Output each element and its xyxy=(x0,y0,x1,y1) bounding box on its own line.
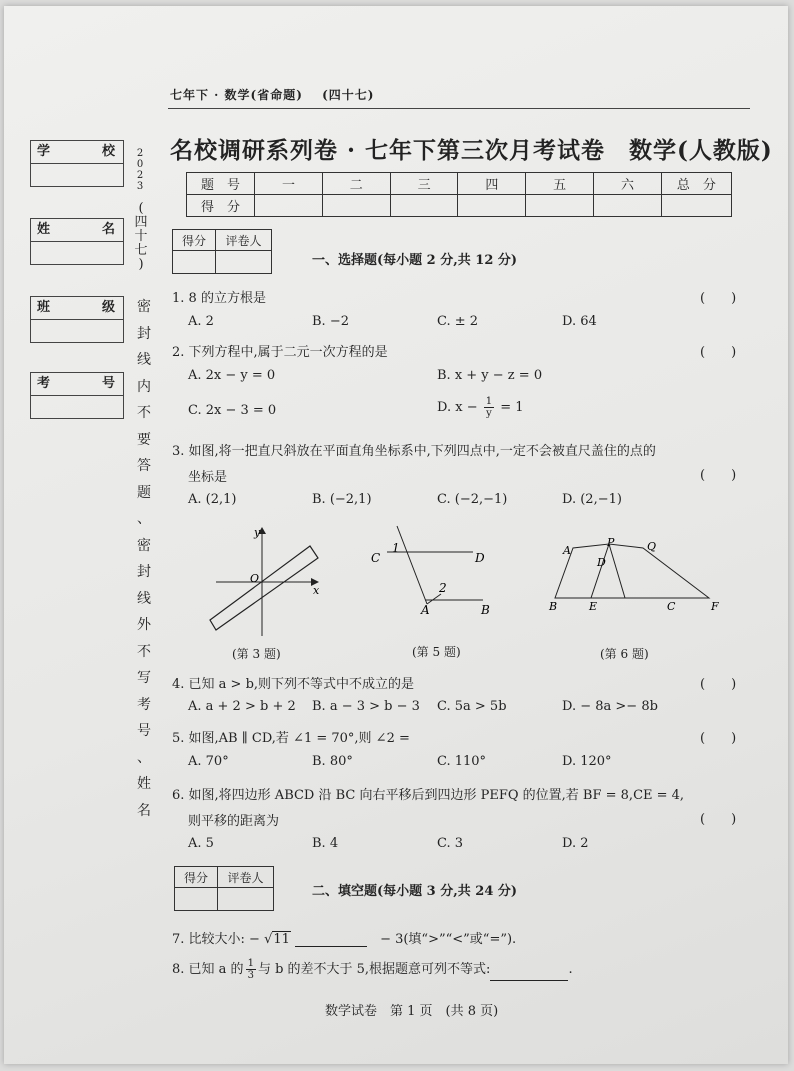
answer-paren-3[interactable]: ( ) xyxy=(700,468,737,483)
point-d: D xyxy=(597,556,606,569)
q6-option-a: A. 5 xyxy=(188,836,214,851)
grader-reviewer-label: 评卷人 xyxy=(218,867,274,888)
q1-option-a: A. 2 xyxy=(188,314,214,329)
point-b: B xyxy=(549,600,558,613)
x-axis-label: x xyxy=(313,584,320,597)
score-table-score-row xyxy=(187,195,732,217)
question-4: 4. 已知 a > b,则下列不等式中不成立的是 xyxy=(172,677,415,692)
grader-reviewer-input[interactable] xyxy=(218,888,274,911)
fraction-denominator: y xyxy=(486,408,492,419)
score-cell: 题 号 xyxy=(187,173,255,195)
field-label: 姓 xyxy=(37,222,51,237)
q4-option-a: A. a + 2 > b + 2 xyxy=(188,699,296,714)
score-input-cell[interactable] xyxy=(594,195,662,217)
q5-option-c: C. 110° xyxy=(437,754,487,769)
class-input[interactable] xyxy=(31,320,123,342)
series-label: 七年下 · 数学(省命题) xyxy=(170,88,303,102)
point-d: D xyxy=(475,551,485,565)
score-cell: 一 xyxy=(255,173,323,195)
y-axis-label: y xyxy=(254,526,261,539)
q3-option-d: D. (2,−1) xyxy=(562,492,622,507)
point-a: A xyxy=(421,603,430,617)
score-input-cell[interactable] xyxy=(390,195,458,217)
q4-option-c: C. 5a > 5b xyxy=(437,699,507,714)
q7-answer-blank[interactable] xyxy=(295,946,367,947)
q2-d-fraction xyxy=(484,396,494,419)
figure-5-caption: (第 5 题) xyxy=(412,645,461,659)
code-vertical: ( 四 十 七 ) xyxy=(134,201,148,272)
q2-d-pre: D. x − xyxy=(437,400,482,415)
score-cell: 六 xyxy=(594,173,662,195)
score-cell: 二 xyxy=(322,173,390,195)
answer-paren-4[interactable]: ( ) xyxy=(700,677,737,692)
field-label: 号 xyxy=(101,376,115,391)
grader-score-input[interactable] xyxy=(175,888,218,911)
question-2: 2. 下列方程中,属于二元一次方程的是 xyxy=(172,345,388,360)
q5-option-b: B. 80° xyxy=(312,754,353,769)
year-vertical: 2 0 2 3 xyxy=(136,148,144,192)
q7-post: − 3(填“>”“<”或“=”). xyxy=(367,932,517,947)
q5-option-a: A. 70° xyxy=(188,754,229,769)
q4-option-b: B. a − 3 > b − 3 xyxy=(312,699,420,714)
question-8 xyxy=(172,958,573,981)
score-input-cell[interactable] xyxy=(458,195,526,217)
section1-title: 一、选择题(每小题 2 分,共 12 分) xyxy=(312,253,518,268)
figure-3-caption: (第 3 题) xyxy=(232,647,281,661)
fraction-numerator: 1 xyxy=(247,958,254,969)
score-cell: 五 xyxy=(526,173,594,195)
field-label: 考 xyxy=(37,376,51,391)
score-input-cell[interactable] xyxy=(322,195,390,217)
grader-reviewer-label: 评卷人 xyxy=(216,230,272,251)
angle-1: 1 xyxy=(392,541,400,555)
name-field xyxy=(30,218,124,265)
answer-paren-6[interactable]: ( ) xyxy=(700,812,737,827)
score-cell: 四 xyxy=(458,173,526,195)
q8-fraction xyxy=(246,958,256,981)
q8-post: . xyxy=(568,962,573,977)
angle-2: 2 xyxy=(439,581,447,595)
figure-6 xyxy=(543,536,723,616)
point-e: E xyxy=(589,600,598,613)
grader-box-1 xyxy=(172,229,272,274)
q6-option-b: B. 4 xyxy=(312,836,339,851)
school-input[interactable] xyxy=(31,164,123,186)
q2-option-d xyxy=(437,396,524,419)
score-input-cell[interactable] xyxy=(526,195,594,217)
point-b: B xyxy=(481,603,490,617)
score-cell: 得 分 xyxy=(187,195,255,217)
grader-box-2 xyxy=(174,866,274,911)
point-c: C xyxy=(371,551,381,565)
score-table-header-row xyxy=(187,173,732,195)
point-a: A xyxy=(563,544,571,557)
score-cell: 三 xyxy=(390,173,458,195)
q6-option-d: D. 2 xyxy=(562,836,589,851)
grader-reviewer-input[interactable] xyxy=(216,251,272,274)
section2-title: 二、填空题(每小题 3 分,共 24 分) xyxy=(312,884,518,899)
origin-label: O xyxy=(250,572,260,585)
page-title: 名校调研系列卷 · 七年下第三次月考试卷 数学(人教版) xyxy=(170,137,773,164)
sqrt-icon: √ xyxy=(264,932,273,947)
q3-option-c: C. (−2,−1) xyxy=(437,492,508,507)
question-5: 5. 如图,AB ∥ CD,若 ∠1 = 70°,则 ∠2 = xyxy=(172,731,410,746)
page-footer: 数学试卷 第 1 页 (共 8 页) xyxy=(325,1004,499,1019)
question-6-cont: 则平移的距离为 xyxy=(188,814,280,829)
point-p: P xyxy=(607,536,615,549)
q1-option-d: D. 64 xyxy=(562,314,597,329)
q2-option-b: B. x + y − z = 0 xyxy=(437,368,543,383)
series-number: (四十七) xyxy=(322,88,375,102)
point-q: Q xyxy=(647,540,657,553)
q3-option-b: B. (−2,1) xyxy=(312,492,372,507)
answer-paren-2[interactable]: ( ) xyxy=(700,345,737,360)
name-input[interactable] xyxy=(31,242,123,264)
point-f: F xyxy=(711,600,719,613)
exam-number-field xyxy=(30,372,124,419)
seal-line-notice: 密 封 线 内 不 要 答 题 、 密 封 线 外 不 写 考 号 、 姓 名 xyxy=(137,299,151,819)
q2-d-post: = 1 xyxy=(496,400,524,415)
question-3-cont: 坐标是 xyxy=(188,470,228,485)
figure-6-caption: (第 6 题) xyxy=(600,647,649,661)
question-6: 6. 如图,将四边形 ABCD 沿 BC 向右平移后到四边形 PEFQ 的位置,若 BF = 8,CE = 4, xyxy=(172,788,685,803)
answer-paren-1[interactable]: ( ) xyxy=(700,291,737,306)
fraction-numerator: 1 xyxy=(485,396,493,407)
q2-option-c: C. 2x − 3 = 0 xyxy=(188,403,277,418)
q7-radicand: 11 xyxy=(273,932,290,947)
q4-option-d: D. − 8a >− 8b xyxy=(562,699,658,714)
q2-option-a: A. 2x − y = 0 xyxy=(188,368,276,383)
q8-mid: 与 b 的差不大于 5,根据题意可列不等式: xyxy=(257,962,491,977)
exam-number-input[interactable] xyxy=(31,396,123,418)
score-input-cell[interactable] xyxy=(661,195,731,217)
transversal-1 xyxy=(397,526,427,604)
score-table xyxy=(186,172,732,217)
q8-answer-blank[interactable] xyxy=(490,980,568,981)
field-label: 级 xyxy=(101,300,115,315)
answer-paren-5[interactable]: ( ) xyxy=(700,731,737,746)
field-label: 班 xyxy=(37,300,51,315)
figure-3 xyxy=(200,524,330,644)
series-header xyxy=(170,86,374,103)
grader-score-label: 得分 xyxy=(173,230,216,251)
grader-score-input[interactable] xyxy=(173,251,216,274)
q1-option-b: B. −2 xyxy=(312,314,349,329)
question-7 xyxy=(172,928,516,947)
q1-option-c: C. ± 2 xyxy=(437,314,479,329)
q3-option-a: A. (2,1) xyxy=(188,492,237,507)
school-field xyxy=(30,140,124,187)
header-rule xyxy=(168,108,750,109)
field-label: 名 xyxy=(101,222,115,237)
score-cell: 总 分 xyxy=(661,173,731,195)
point-c: C xyxy=(667,600,676,613)
field-label: 校 xyxy=(101,144,115,159)
q7-pre: 7. 比较大小: − xyxy=(172,932,265,947)
q8-pre: 8. 已知 a 的 xyxy=(172,962,244,977)
figure-5 xyxy=(365,522,495,622)
grader-score-label: 得分 xyxy=(175,867,218,888)
question-3: 3. 如图,将一把直尺斜放在平面直角坐标系中,下列四点中,一定不会被直尺盖住的点的 xyxy=(172,444,656,459)
score-input-cell[interactable] xyxy=(255,195,323,217)
fraction-denominator: 3 xyxy=(247,970,254,981)
class-field xyxy=(30,296,124,343)
question-1: 1. 8 的立方根是 xyxy=(172,291,266,306)
ruler-shape xyxy=(210,546,318,630)
q5-option-d: D. 120° xyxy=(562,754,612,769)
q6-option-c: C. 3 xyxy=(437,836,464,851)
field-label: 学 xyxy=(37,144,51,159)
